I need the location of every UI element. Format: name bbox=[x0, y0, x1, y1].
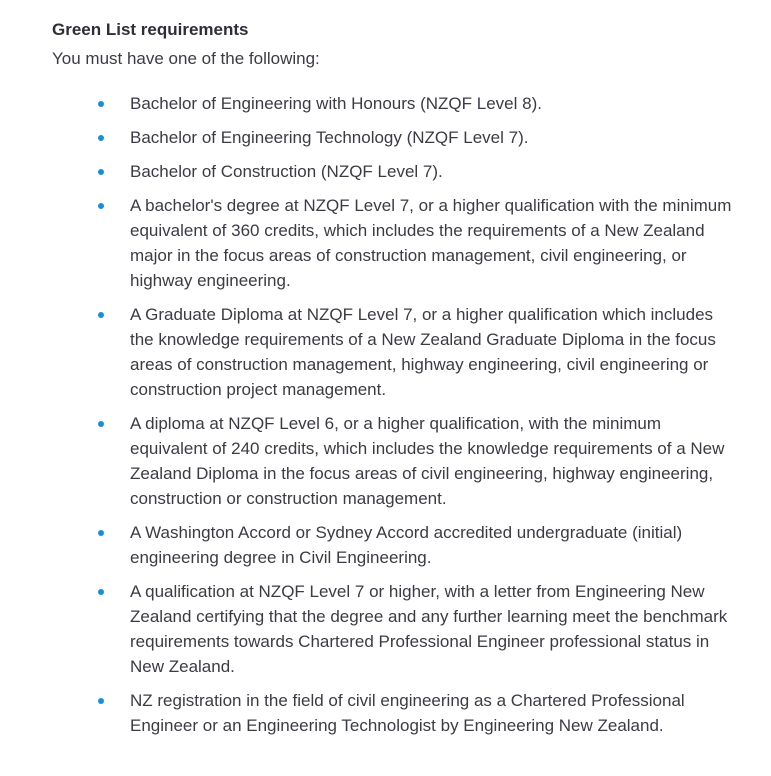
bullet-icon bbox=[98, 530, 104, 536]
bullet-icon bbox=[98, 203, 104, 209]
list-item bbox=[52, 411, 732, 511]
list-item bbox=[52, 302, 732, 402]
list-item-text: A bachelor's degree at NZQF Level 7, or a higher qualification with the minimum equivalent of 360 credits, which includes the requirements of a New Zealand major in the focus areas of construction management, civil engineering, or highway engineering. bbox=[130, 196, 732, 290]
list-item bbox=[52, 193, 732, 293]
bullet-icon bbox=[98, 135, 104, 141]
list-item-text: NZ registration in the field of civil engineering as a Chartered Professional Engineer or an Engineering Technologist by Engineering New Zealand. bbox=[130, 691, 685, 735]
list-item bbox=[52, 688, 732, 738]
bullet-icon bbox=[98, 312, 104, 318]
list-item-text: A qualification at NZQF Level 7 or higher, with a letter from Engineering New Zealand certifying that the degree and any further learning meet the benchmark requirements towards Chartered Professional Engineer professional status in New Zealand. bbox=[130, 582, 728, 676]
list-item-text: Bachelor of Construction (NZQF Level 7). bbox=[130, 162, 443, 181]
list-item-text: A Washington Accord or Sydney Accord accredited undergraduate (initial) engineering degree in Civil Engineering. bbox=[130, 523, 683, 567]
list-item-text: Bachelor of Engineering Technology (NZQF Level 7). bbox=[130, 128, 529, 147]
bullet-icon bbox=[98, 101, 104, 107]
requirements-list bbox=[52, 91, 732, 738]
list-item bbox=[52, 91, 732, 116]
bullet-icon bbox=[98, 169, 104, 175]
list-item-text: Bachelor of Engineering with Honours (NZQF Level 8). bbox=[130, 94, 542, 113]
bullet-icon bbox=[98, 589, 104, 595]
section-intro: You must have one of the following: bbox=[52, 49, 320, 68]
list-item bbox=[52, 520, 732, 570]
section-heading: Green List requirements bbox=[52, 20, 249, 39]
list-item bbox=[52, 159, 732, 184]
bullet-icon bbox=[98, 698, 104, 704]
list-item bbox=[52, 125, 732, 150]
list-item bbox=[52, 579, 732, 679]
list-item-text: A Graduate Diploma at NZQF Level 7, or a higher qualification which includes the knowledge requirements of a New Zealand Graduate Diploma in the focus areas of construction management, highway engineering, civil engineering or construction project management. bbox=[130, 305, 716, 399]
list-item-text: A diploma at NZQF Level 6, or a higher qualification, with the minimum equivalent of 240 credits, which includes the knowledge requirements of a New Zealand Diploma in the focus areas of civil engineering, highway engineering, construction or construction management. bbox=[130, 414, 725, 508]
bullet-icon bbox=[98, 421, 104, 427]
